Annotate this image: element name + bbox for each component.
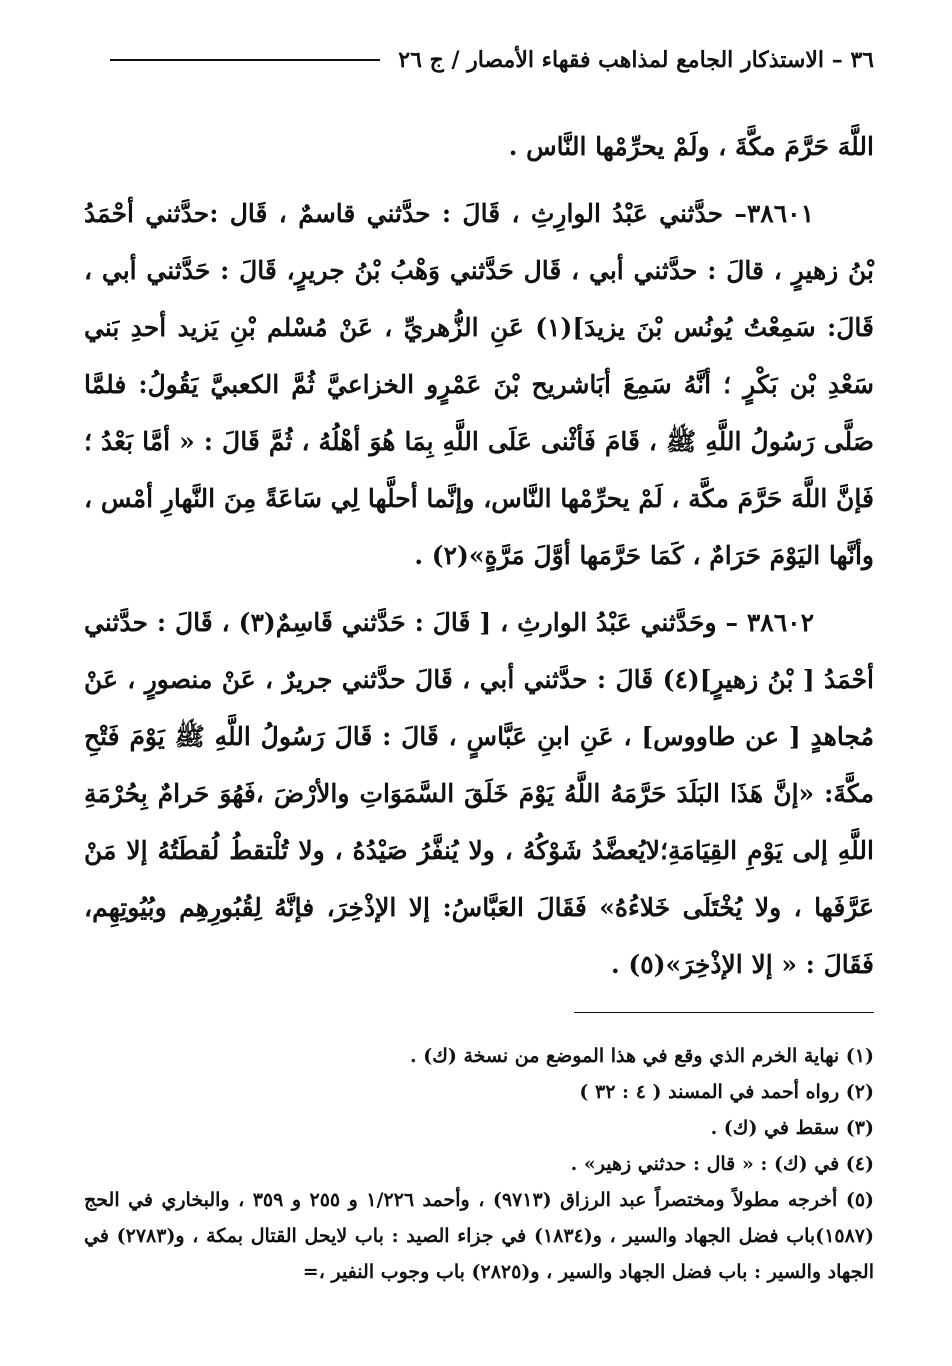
- header-rule: [110, 59, 380, 61]
- footnotes: [84, 1038, 874, 1290]
- header-title: ٣٦ – الاستذكار الجامع لمذاهب فقهاء الأمصار / ج ٢٦: [398, 47, 874, 73]
- footnote-rule: [574, 1012, 874, 1013]
- paragraph-gap: [84, 175, 874, 185]
- main-text: [84, 118, 874, 993]
- footnote-3: (٣) سقط في (ك) .: [710, 1117, 874, 1139]
- footnote-2: (٢) رواه أحمد في المسند ( ٤ : ٣٢ ): [579, 1081, 874, 1103]
- paragraph-gap: [84, 584, 874, 594]
- running-header: [110, 40, 874, 80]
- paragraph-hadith-38601: ٣٨٦٠١– حدَّثني عَبْدُ الوارِثِ ، قَالَ : حدَّثني قاسمٌ ، قَال :حدَّثني أحْمَدُ بْنُ زهيرٍ ، قالَ : حدَّثني أبي ، قَال حَدَّثني وَهْبُ بْنُ جريرٍ، قَالَ : حَدَّثني أبي ، قَالَ: سَمِعْتُ يُونُس بْنَ يزيدَ](١) عَنِ الزُّهريِّ ، عَنْ مُسْلم بْنِ يَزيد أحدِ بَني سَعْدِ بْن بَكْرٍ ؛ أنَّهُ سَمِعَ أبَاشريح بْنَ عَمْرٍو الخزاعيَّ ثُمَّ الكعبيَّ يَقُولُ: فلمَّا صَلَّى رَسُولُ اللَّهِ ﷺ ، قَامَ فَأثْنى عَلَى اللَّهِ بِمَا هُوَ أهْلُهُ ، ثُمَّ قَالَ : « أمَّا بَعْدُ ؛ فَإنَّ اللَّهَ حَرَّمَ مكَّة ، لَمْ يحرِّمْها النَّاس، وإنَّما أحلَّها لِي سَاعَةً مِنَ النَّهارِ أمْس ، وأنَّها اليَوْمَ حَرَامٌ ، كَمَا حَرَّمَها أوَّلَ مَرَّةٍ»(٢) .: [84, 199, 874, 570]
- paragraph-hadith-38602: ٣٨٦٠٢ – وحَدَّثني عَبْدُ الوارثِ ، [ قَالَ : حَدَّثني قَاسِمٌ(٣) ، قَالَ : حدَّثني أحْمَدُ [ بْنُ زهيرٍ](٤) قَالَ : حدَّثني أبي ، قَالَ حدَّثني جريرٌ ، عَنْ منصورٍ ، عَنْ مُجاهدٍ [ عن طاووس] ، عَنِ ابنِ عَبَّاسٍ ، قَالَ : قَالَ رَسُولُ اللَّهِ ﷺ يَوْمَ فَتْحِ مكَّةَ: «إنَّ هَذَا البَلَدَ حَرَّمَهُ اللَّهُ يَوْمَ خَلَقَ السَّمَوَاتِ والأرْضَ ،فَهُوَ حَرامٌ بِحُرْمَةِ اللَّهِ إلى يَوْمِ القِيَامَةِ؛لايُعضَّدُ شَوْكُهُ ، ولا يُنفَّرُ صَيْدُهُ ، ولا تُلْتقطُ لُقطَتُهُ إلا مَنْ عَرَّفَها ، ولا يُخْتَلَى خَلاءُهُ» فَقَالَ العَبَّاسُ: إلا الإذْخِرَ، فإنَّهُ لِقُبُورِهِم وبُيُوتِهِم، فَقَالَ : « إلا الإذْخِرَ»(٥) .: [84, 608, 875, 979]
- footnote-4: (٤) في (ك) : « قال : حدثني زهير» .: [570, 1153, 874, 1175]
- footnote-1: (١) نهاية الخرم الذي وقع في هذا الموضع من نسخة (ك) .: [409, 1045, 874, 1067]
- paragraph-continuation: اللَّهَ حَرَّمَ مكَّةَ ، ولَمْ يحرِّمْها النَّاس .: [508, 132, 874, 161]
- footnote-5: (٥) أخرجه مطولاً ومختصراً عبد الرزاق (٩٧١٣) ، وأحمد ١/٢٢٦ و ٢٥٥ و ٣٥٩ ، والبخاري في الحج (١٥٨٧)باب فضل الجهاد والسير ، و(١٨٣٤) في جزاء الصيد : باب لايحل القتال بمكة ، و(٢٧٨٣) في الجهاد والسير : باب فضل الجهاد والسير ، و(٢٨٢٥) باب وجوب النفير ،=: [84, 1189, 875, 1283]
